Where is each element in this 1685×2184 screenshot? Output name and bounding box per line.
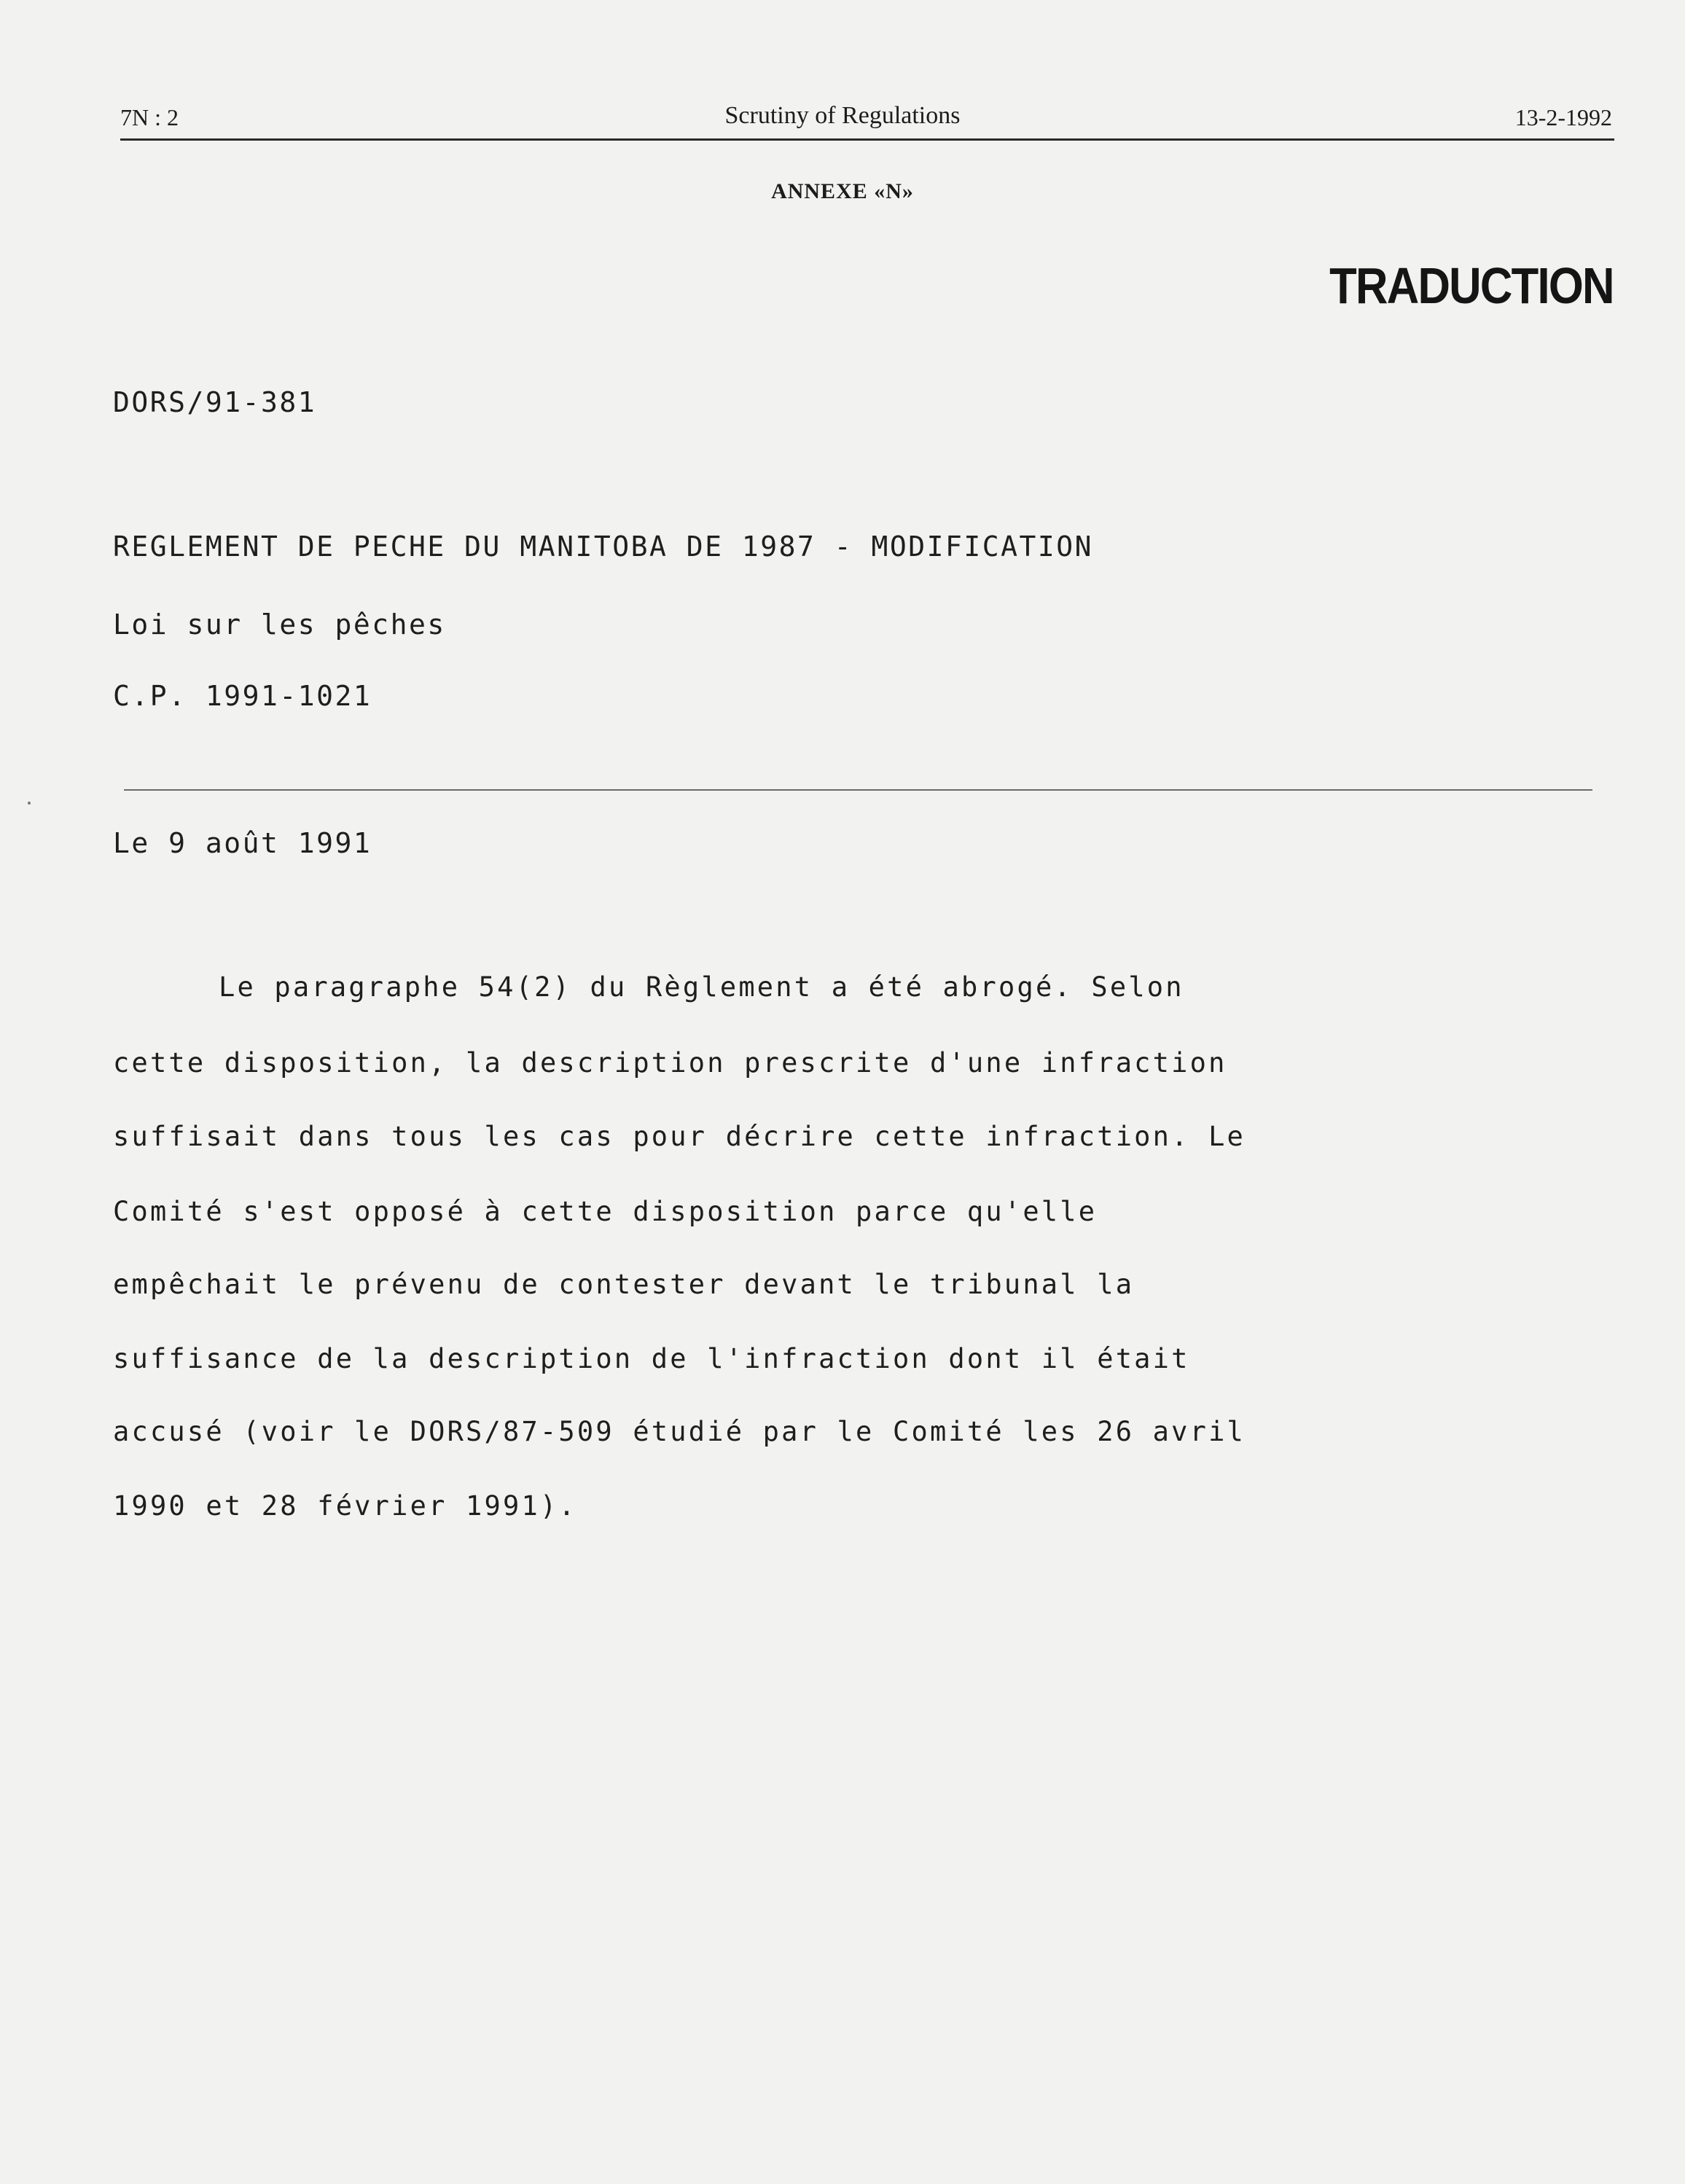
section-divider: [124, 789, 1592, 791]
regulation-title: REGLEMENT DE PECHE DU MANITOBA DE 1987 - MODIFICATION: [113, 531, 1094, 563]
body-line: suffisait dans tous les cas pour décrire cette infraction. Le: [113, 1121, 1246, 1152]
body-line: 1990 et 28 février 1991).: [113, 1490, 577, 1522]
body-line: Comité s'est opposé à cette disposition parce qu'elle: [113, 1196, 1098, 1227]
order-number: C.P. 1991-1021: [113, 680, 372, 712]
header-date: 13-2-1992: [1514, 104, 1612, 130]
act-name: Loi sur les pêches: [113, 608, 446, 641]
body-line: Le paragraphe 54(2) du Règlement a été abrogé. Selon: [219, 971, 1184, 1003]
body-line: cette disposition, la description prescrite d'une infraction: [113, 1047, 1227, 1079]
annex-title: ANNEXE «N»: [771, 179, 914, 203]
translation-stamp: TRADUCTION: [1329, 257, 1614, 314]
running-title: Scrutiny of Regulations: [724, 102, 961, 129]
body-line: accusé (voir le DORS/87-509 étudié par le Comité les 26 avril: [113, 1416, 1246, 1447]
page-reference: 7N : 2: [120, 104, 179, 130]
body-line: suffisance de la description de l'infraction dont il était: [113, 1343, 1190, 1374]
document-date: Le 9 août 1991: [113, 827, 372, 859]
paper-speck: [28, 802, 31, 805]
body-line: empêchait le prévenu de contester devant le tribunal la: [113, 1269, 1135, 1300]
document-reference: DORS/91-381: [113, 386, 317, 418]
header-rule: [120, 138, 1614, 141]
